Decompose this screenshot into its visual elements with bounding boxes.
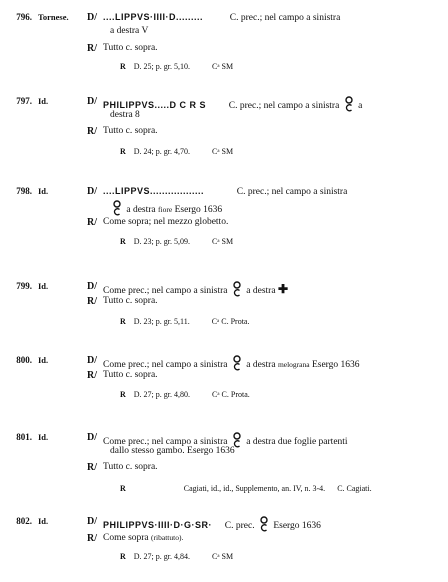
diameter-weight: D. 25; p. gr. 5,10.	[133, 62, 191, 71]
field-mark-icon	[233, 281, 241, 297]
obverse-symbol: D/	[87, 186, 97, 197]
obverse-description: Come prec.; nel campo a sinistra	[103, 360, 228, 370]
coin-metadata	[120, 484, 372, 493]
reverse-description: Tutto c. sopra.	[103, 296, 158, 306]
diameter-weight: D. 23; p. gr. 5,11.	[133, 317, 190, 326]
rarity-mark: R	[120, 237, 126, 246]
catalog-entry-802	[0, 516, 448, 582]
obverse-symbol: D/	[87, 516, 97, 527]
obverse-legend: PHILIPPVS·IIII·D·G·SR·	[103, 520, 213, 530]
field-mark-icon	[233, 355, 241, 371]
obverse-symbol: D/	[87, 432, 97, 443]
diameter-weight: D. 27; p. gr. 4,84.	[133, 552, 191, 561]
bibliographic-ref: Cagiati, id., id., Supplemento, an. IV, n. 3-4.	[183, 484, 326, 493]
cross-icon: ✚	[277, 282, 288, 296]
obverse-description: C. prec.; nel campo a sinistra	[236, 187, 348, 197]
collection-ref: C. Cagiati.	[337, 484, 372, 493]
obverse-description-cont: a	[358, 101, 363, 111]
obverse-line-1	[103, 516, 321, 532]
obverse-line-2: dallo stesso gambo. Esergo 1636	[110, 446, 235, 456]
entry-denomination: Id.	[38, 432, 49, 442]
field-mark-icon	[113, 200, 121, 216]
rarity-mark: R	[120, 484, 126, 493]
exergue: Esergo 1636	[273, 521, 321, 531]
obverse-legend: PHILIPPVS.....D C R S	[103, 100, 207, 110]
reverse-symbol: R/	[87, 533, 97, 544]
obverse-description: Come prec.; nel campo a sinistra	[103, 437, 228, 447]
catalog-entry-797	[0, 96, 448, 162]
collection-ref: Cᵃ C. Prota.	[211, 317, 250, 326]
catalog-entry-796	[0, 12, 448, 78]
entry-number: 797.	[16, 96, 32, 106]
coin-metadata	[120, 62, 233, 71]
entry-number: 802.	[16, 516, 32, 526]
coin-metadata	[120, 147, 233, 156]
reverse-description: Come sopra; nel mezzo globetto.	[103, 217, 229, 227]
reverse-symbol: R/	[87, 217, 97, 228]
reverse-description: Tutto c. sopra.	[103, 43, 158, 53]
obverse-line-1	[103, 12, 340, 23]
obverse-description: Come prec.; nel campo a sinistra	[103, 286, 228, 296]
catalog-entry-798	[0, 186, 448, 252]
collection-ref: Cᵃ C. Prota.	[212, 390, 250, 399]
obverse-symbol: D/	[87, 96, 97, 107]
diameter-weight: D. 27; p. gr. 4,80.	[133, 390, 191, 399]
obverse-line-1: Come prec.; nel campo a sinistra a destra melograna Esergo 1636	[103, 355, 360, 371]
entry-denomination: Id.	[38, 186, 49, 196]
reverse-symbol: R/	[87, 126, 97, 137]
obverse-description: C. prec.; nel campo a sinistra	[229, 13, 341, 23]
obverse-line-1	[103, 96, 362, 112]
entry-number: 796.	[16, 12, 32, 22]
entry-denomination: Tornese.	[38, 12, 69, 22]
field-mark-icon	[260, 516, 268, 532]
diameter-weight: D. 24; p. gr. 4,70.	[133, 147, 191, 156]
coin-metadata	[120, 317, 249, 326]
entry-number: 800.	[16, 355, 32, 365]
collection-ref: Cᵃ SM	[212, 147, 234, 156]
reverse-description: Tutto c. sopra.	[103, 462, 158, 472]
obverse-symbol: D/	[87, 281, 97, 292]
rarity-mark: R	[120, 552, 126, 561]
obverse-line-1	[103, 281, 288, 297]
obverse-line-2: a destra V	[110, 26, 149, 36]
entry-denomination: Id.	[38, 516, 49, 526]
obverse-symbol: D/	[87, 355, 97, 366]
obverse-line-1	[103, 186, 347, 197]
catalog-entry-799	[0, 281, 448, 347]
collection-ref: Cᵃ SM	[212, 62, 234, 71]
entry-denomination: Id.	[38, 355, 49, 365]
entry-number: 801.	[16, 432, 32, 442]
rarity-mark: R	[120, 317, 126, 326]
entry-denomination: Id.	[38, 96, 49, 106]
obverse-description: C. prec.	[224, 521, 255, 531]
obverse-line-2: destra 8	[110, 110, 140, 120]
diameter-weight: D. 23; p. gr. 5,09.	[133, 237, 191, 246]
rarity-mark: R	[120, 390, 126, 399]
reverse-symbol: R/	[87, 462, 97, 473]
reverse-description: Tutto c. sopra.	[103, 126, 158, 136]
obverse-symbol: D/	[87, 12, 97, 23]
reverse-symbol: R/	[87, 296, 97, 307]
collection-ref: Cᵃ SM	[212, 237, 234, 246]
obverse-legend: ....LIPPVS..................	[103, 186, 205, 196]
obverse-description-cont: a destra due foglie partenti	[246, 437, 348, 447]
entry-number: 799.	[16, 281, 32, 291]
obverse-description-cont: a destra	[246, 286, 276, 296]
entry-denomination: Id.	[38, 281, 49, 291]
field-mark-icon	[345, 96, 353, 112]
obverse-description-cont: a destra	[246, 360, 276, 370]
catalog-entry-800	[0, 355, 448, 421]
obverse-legend: ....LIPPVS·IIII·D.........	[103, 12, 204, 22]
collection-ref: Cᵃ SM	[212, 552, 234, 561]
coin-metadata	[120, 390, 250, 399]
coin-metadata	[120, 237, 233, 246]
reverse-symbol: R/	[87, 370, 97, 381]
reverse-description: Tutto c. sopra.	[103, 370, 158, 380]
obverse-line-2: a destra fiore Esergo 1636	[110, 200, 222, 216]
obverse-description: C. prec.; nel campo a sinistra	[228, 101, 340, 111]
rarity-mark: R	[120, 62, 126, 71]
entry-number: 798.	[16, 186, 32, 196]
reverse-description: Come sopra (ribattuto).	[103, 533, 184, 543]
rarity-mark: R	[120, 147, 126, 156]
reverse-symbol: R/	[87, 43, 97, 54]
catalog-entry-801	[0, 432, 448, 498]
coin-metadata	[120, 552, 233, 561]
